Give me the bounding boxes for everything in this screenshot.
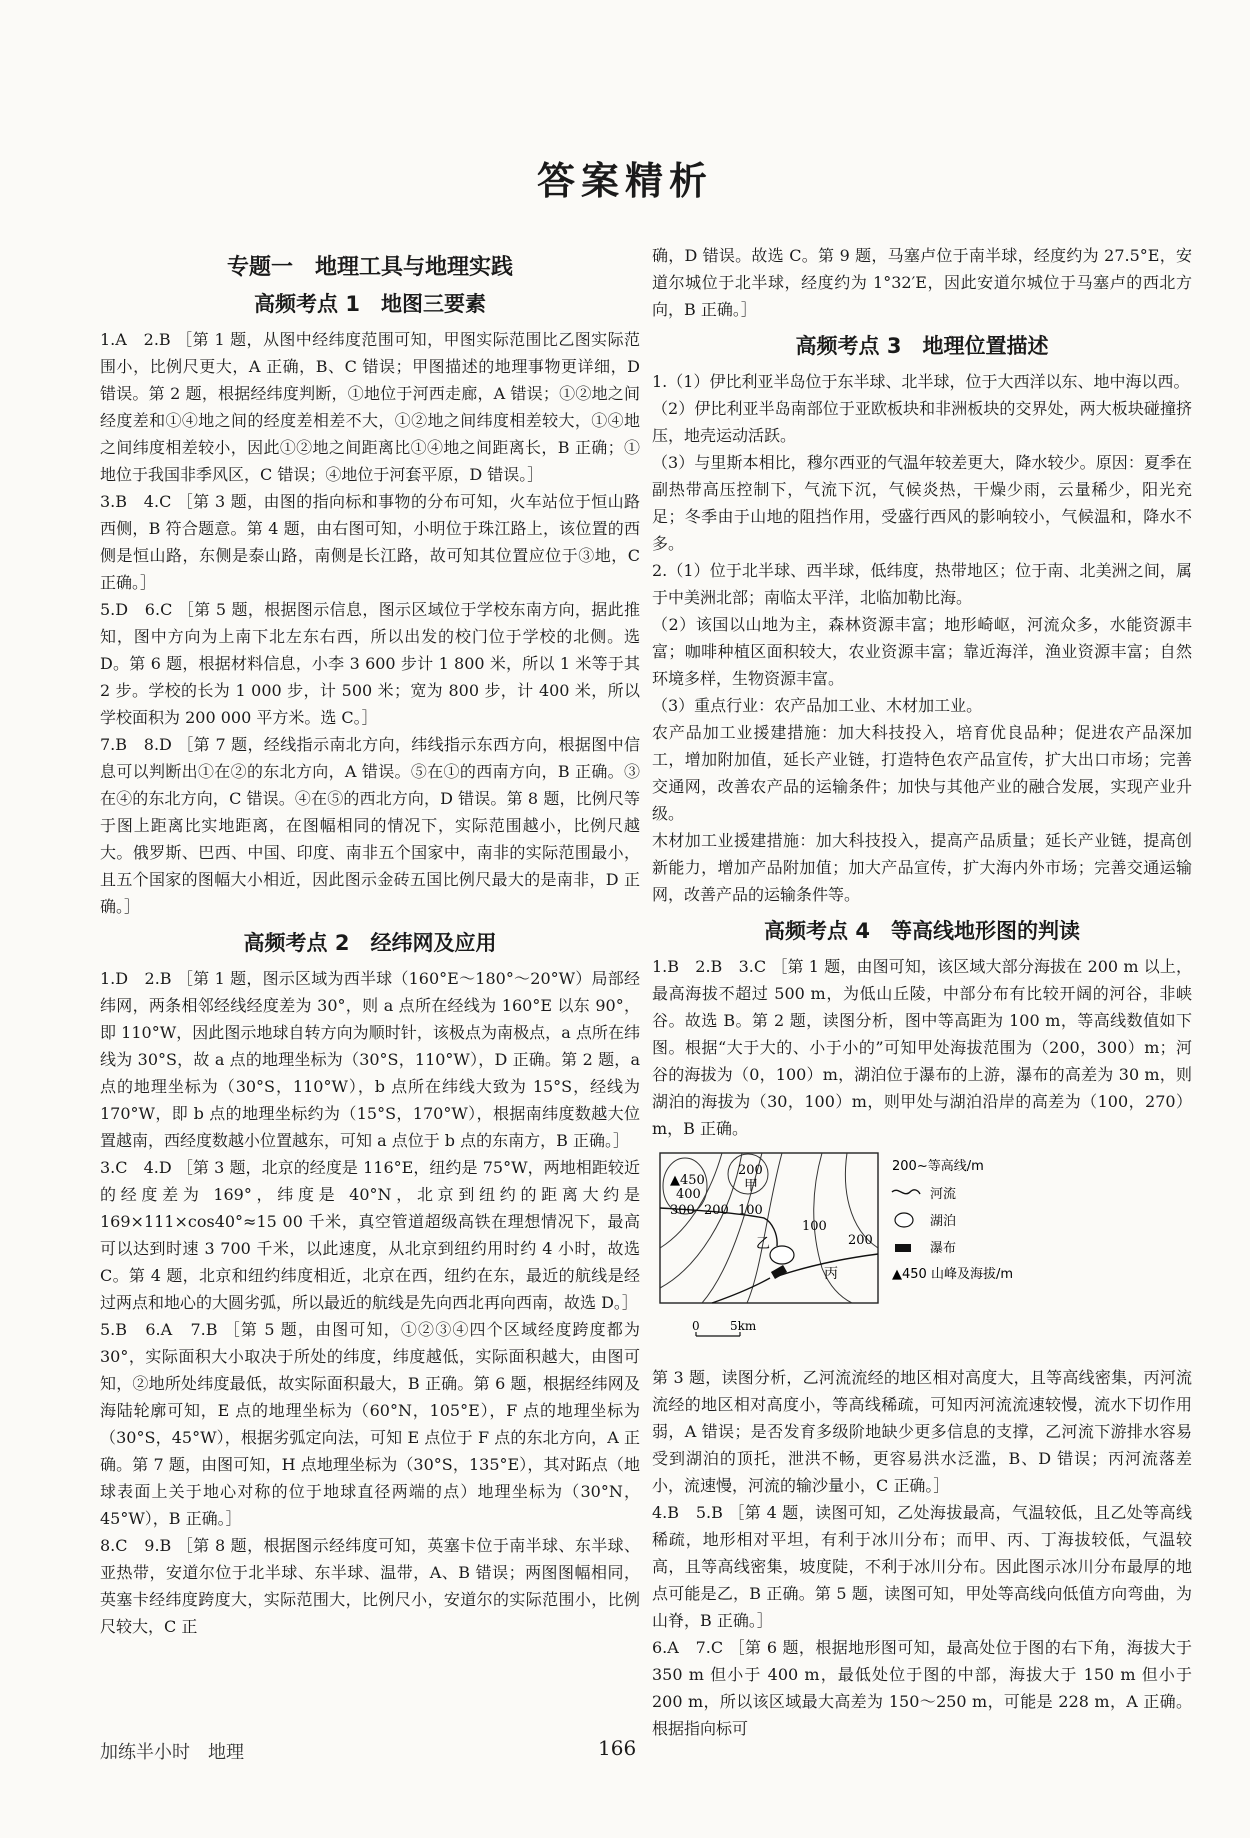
legend-waterfall: 瀑布 bbox=[930, 1241, 957, 1256]
answer-item: 第 3 题，读图分析，乙河流流经的地区相对高度大，且等高线密集，丙河流流经的地区相对高度小，等高线稀疏，可知丙河流流速较慢，流水下切作用弱，A 错误；是否发育多级阶地缺少更多信息的支撑，乙河流下游排水容易受到湖泊的顶托，泄洪不畅，更容易洪水泛滥，B、D 错误；丙河流落差小，流速慢，河流的输沙量小，C 正确。］ bbox=[652, 1368, 1192, 1495]
legend-contour: 200~等高线/m bbox=[892, 1159, 984, 1174]
place-label-jia: 甲 bbox=[744, 1178, 758, 1194]
answer-line: 木材加工业援建措施：加大科技投入，提高产品质量；延长产业链，提高创新能力，增加产品附加值；加大产品宣传，扩大海内外市场；完善交通运输网，改善产品的运输条件等。 bbox=[652, 831, 1192, 904]
legend-river-icon bbox=[892, 1190, 920, 1194]
section-heading-4: 高频考点 4 等高线地形图的判读 bbox=[764, 919, 1080, 943]
answer-line: 2.（1）位于北半球、西半球，低纬度，热带地区；位于南、北美洲之间，属于中美洲北部；南临太平洋，北临加勒比海。 bbox=[652, 561, 1192, 607]
topic-heading: 专题一 地理工具与地理实践 bbox=[226, 255, 513, 280]
place-label-yi: 乙 bbox=[756, 1236, 770, 1252]
contour-map-figure bbox=[652, 1148, 1192, 1358]
peak-label: ▲450 bbox=[670, 1173, 705, 1188]
contour-map-svg bbox=[652, 1148, 1192, 1358]
section-heading-2: 高频考点 2 经纬网及应用 bbox=[243, 931, 497, 955]
section-heading-3: 高频考点 3 地理位置描述 bbox=[795, 334, 1049, 358]
scale-label: 0 bbox=[692, 1319, 700, 1333]
contour-value: 400 bbox=[676, 1187, 701, 1202]
answer-item: 4.B 5.B ［第 4 题，读图可知，乙处海拔最高，气温较低，且乙处等高线稀疏，地形相对平坦，有利于冰川分布；而甲、丙、丁海拔较低，气温较高，且等高线密集，坡度陡，不利于冰川分布。因此图示冰川分布最厚的地点可能是乙，B 正确。第 5 题，读图可知，甲处等高线向低值方向弯曲，为山脊，B 正确。］ bbox=[652, 1503, 1192, 1630]
lake-shape bbox=[770, 1246, 794, 1264]
contour-value: 300 bbox=[670, 1203, 695, 1218]
answer-item: 1.D 2.B ［第 1 题，图示区域为西半球（160°E～180°～20°W）局部经纬网，两条相邻经线经度差为 30°，则 a 点所在经线为 160°E 以东 90°，即 110°W，因此图示地球自转方向为顺时针，该极点为南极点，a 点所在纬线为 30°S，故 a 点的地理坐标为（30°S，110°W），D 正确。第 2 题，a 点的地理坐标为（30°S，110°W），b 点所在纬线大致为 15°S，经线为 170°W，即 b 点的地理坐标约为（15°S，170°W），根据南纬度数越大位置越南，西经度数越小位置越东，可知 a 点位于 b 点的东南方，B 正确。］ bbox=[100, 969, 640, 1150]
answer-item: 3.C 4.D ［第 3 题，北京的经度是 116°E，纽约是 75°W，两地相距较近的经度差为 169°，纬度是 40°N，北京到纽约的距离大约是 169×111×cos40°≈15 00 千米，真空管道超级高铁在理想情况下，最高可以达到时速 3 700 千米，以此速度，从北京到纽约用时约 4 小时，故选 C。第 4 题，北京和纽约纬度相近，北京在西，纽约在东，最近的航线是经过两点和地心的大圆劣弧，所以最近的航线是先向西北再向西南，故选 D。］ bbox=[100, 1158, 640, 1312]
scale-label: 5km bbox=[730, 1319, 757, 1333]
answer-item: 3.B 4.C ［第 3 题，由图的指向标和事物的分布可知，火车站位于恒山路西侧，B 符合题意。第 4 题，由右图可知，小明位于珠江路上，该位置的西侧是恒山路，东侧是泰山路，南侧是长江路，故可知其位置应位于③地，C 正确。］ bbox=[100, 492, 640, 592]
contour-value: 200 bbox=[848, 1233, 873, 1248]
answer-item: 5.D 6.C ［第 5 题，根据图示信息，图示区域位于学校东南方向，据此推知，图中方向为上南下北左东右西，所以出发的校门位于学校的北侧。选 D。第 6 题，根据材料信息，小李 3 600 步计 1 800 米，所以 1 米等于其 2 步。学校的长为 1 000 步，计 500 米；宽为 800 步，计 400 米，所以学校面积为 200 000 平方米。选 C。］ bbox=[100, 600, 640, 727]
page-title: 答案精析 bbox=[536, 159, 713, 203]
answer-item: 6.A 7.C ［第 6 题，根据地形图可知，最高处位于图的右下角，海拔大于 350 m 但小于 400 m，最低处位于图的中部，海拔大于 150 m 但小于 200 m，所以该区域最大高差为 150～250 m，可能是 228 m，A 正确。根据指向标可 bbox=[652, 1638, 1192, 1738]
legend-waterfall-icon bbox=[895, 1244, 911, 1252]
answer-item: 7.B 8.D ［第 7 题，经线指示南北方向，纬线指示东西方向，根据图中信息可以判断出①在②的东北方向，A 错误。⑤在①的西南方向，B 正确。③在④的东北方向，C 错误。④在⑤的西北方向，D 错误。第 8 题，比例尺等于图上距离比实地距离，在图幅相同的情况下，实际范围越小，比例尺越大。俄罗斯、巴西、中国、印度、南非五个国家中，南非的实际范围最小，且五个国家的图幅大小相近，因此图示金砖五国比例尺最大的是南非，D 正确。］ bbox=[100, 735, 640, 916]
answer-item: 8.C 9.B ［第 8 题，根据图示经纬度可知，英塞卡位于南半球、东半球、亚热带，安道尔位于北半球、东半球、温带，A、B 错误；两图图幅相同，英塞卡经纬度跨度大，实际范围大，比例尺小，安道尔的实际范围小，比例尺较大，C 正 bbox=[100, 1536, 640, 1636]
answer-item: 1.A 2.B ［第 1 题，从图中经纬度范围可知，甲图实际范围比乙图实际范围小，比例尺更大，A 正确，B、C 错误；甲图描述的地理事物更详细，D 错误。第 2 题，根据经纬度判断，①地位于河西走廊，A 错误；①②地之间经度差和①④地之间的经度差相差不大，①②地之间纬度相差较大，①④地之间纬度相差较小，因此①②地之间距离比①④地之间距离长，B 正确；①地位于我国非季风区，C 错误；④地位于河套平原，D 错误。］ bbox=[100, 330, 640, 484]
contour-value: 100 bbox=[802, 1219, 827, 1234]
answer-line: （2）该国以山地为主，森林资源丰富；地形崎岖，河流众多，水能资源丰富；咖啡种植区面积较大，农业资源丰富；靠近海洋，渔业资源丰富；自然环境多样，生物资源丰富。 bbox=[652, 615, 1192, 688]
page-number: 166 bbox=[598, 1736, 637, 1760]
answer-line: （2）伊比利亚半岛南部位于亚欧板块和非洲板块的交界处，两大板块碰撞挤压，地壳运动活跃。 bbox=[652, 399, 1192, 445]
answer-line: （3）重点行业：农产品加工业、木材加工业。 bbox=[652, 696, 983, 715]
section-heading-1: 高频考点 1 地图三要素 bbox=[254, 292, 486, 316]
waterfall-mark bbox=[771, 1265, 787, 1279]
right-column bbox=[652, 242, 1192, 1742]
answer-item: 5.B 6.A 7.B ［第 5 题，由图可知，①②③④四个区域经度跨度都为 30°，实际面积大小取决于所处的纬度，纬度越低，实际面积越大，由图可知，②地所处纬度最低，故实际面积最大，B 正确。第 6 题，根据经纬网及海陆轮廓可知，E 点的地理坐标为（60°N，105°E），F 点的地理坐标为（30°S，45°W），根据劣弧定向法，可知 E 点位于 F 点的东北方向，A 正确。第 7 题，由图可知，H 点地理坐标为（30°S，135°E），其对跖点（地球表面上关于地心对称的位于地球直径两端的点）地理坐标为（30°N，45°W），B 正确。］ bbox=[100, 1320, 640, 1528]
legend-river: 河流 bbox=[930, 1187, 957, 1202]
river-line bbox=[712, 1278, 770, 1303]
answer-line: 农产品加工业援建措施：加大科技投入，培育优良品种；促进农产品深加工，增加附加值，延长产业链，打造特色农产品宣传，扩大出口市场；完善交通网，改善农产品的运输条件；加快与其他产业的融合发展，实现产业升级。 bbox=[652, 723, 1192, 823]
contour-value: 100 bbox=[738, 1203, 763, 1218]
contour-value: 200 bbox=[704, 1203, 729, 1218]
footer-book-title: 加练半小时 地理 bbox=[100, 1742, 244, 1763]
legend-lake-icon bbox=[895, 1213, 913, 1227]
place-label-bing: 丙 bbox=[824, 1266, 838, 1282]
answer-item: 1.B 2.B 3.C ［第 1 题，由图可知，该区域大部分海拔在 200 m 以上，最高海拔不超过 500 m，为低山丘陵，中部分布有比较开阔的河谷，非峡谷。故选 B。第 2 题，读图分析，图中等高距为 100 m，等高线数值如下图。根据“大于大的、小于小的”可知甲处海拔范围为（200，300）m；河谷的海拔为（0，100）m，湖泊位于瀑布的上游，瀑布的高差为 30 m，则湖泊的海拔为（30，100）m，则甲处与湖泊沿岸的高差为（100，270）m，B 正确。 bbox=[652, 957, 1192, 1138]
continued-answer: 确，D 错误。故选 C。第 9 题，马塞卢位于南半球，经度约为 27.5°E，安道尔城位于北半球，经度约为 1°32′E，因此安道尔城位于马塞卢的西北方向，B 正确。］ bbox=[652, 246, 1192, 319]
left-column bbox=[100, 248, 640, 1640]
answer-line: （3）与里斯本相比，穆尔西亚的气温年较差更大，降水较少。原因：夏季在副热带高压控制下，气流下沉，气候炎热，干燥少雨，云量稀少，阳光充足；冬季由于山地的阻挡作用，受盛行西风的影响较小，气候温和，降水不多。 bbox=[652, 453, 1192, 553]
legend-peak: ▲450 山峰及海拔/m bbox=[892, 1267, 1013, 1282]
legend-lake: 湖泊 bbox=[930, 1214, 957, 1229]
answer-line: 1.（1）伊比利亚半岛位于东半球、北半球，位于大西洋以东、地中海以西。 bbox=[652, 372, 1190, 391]
contour-value: 200 bbox=[738, 1163, 763, 1178]
